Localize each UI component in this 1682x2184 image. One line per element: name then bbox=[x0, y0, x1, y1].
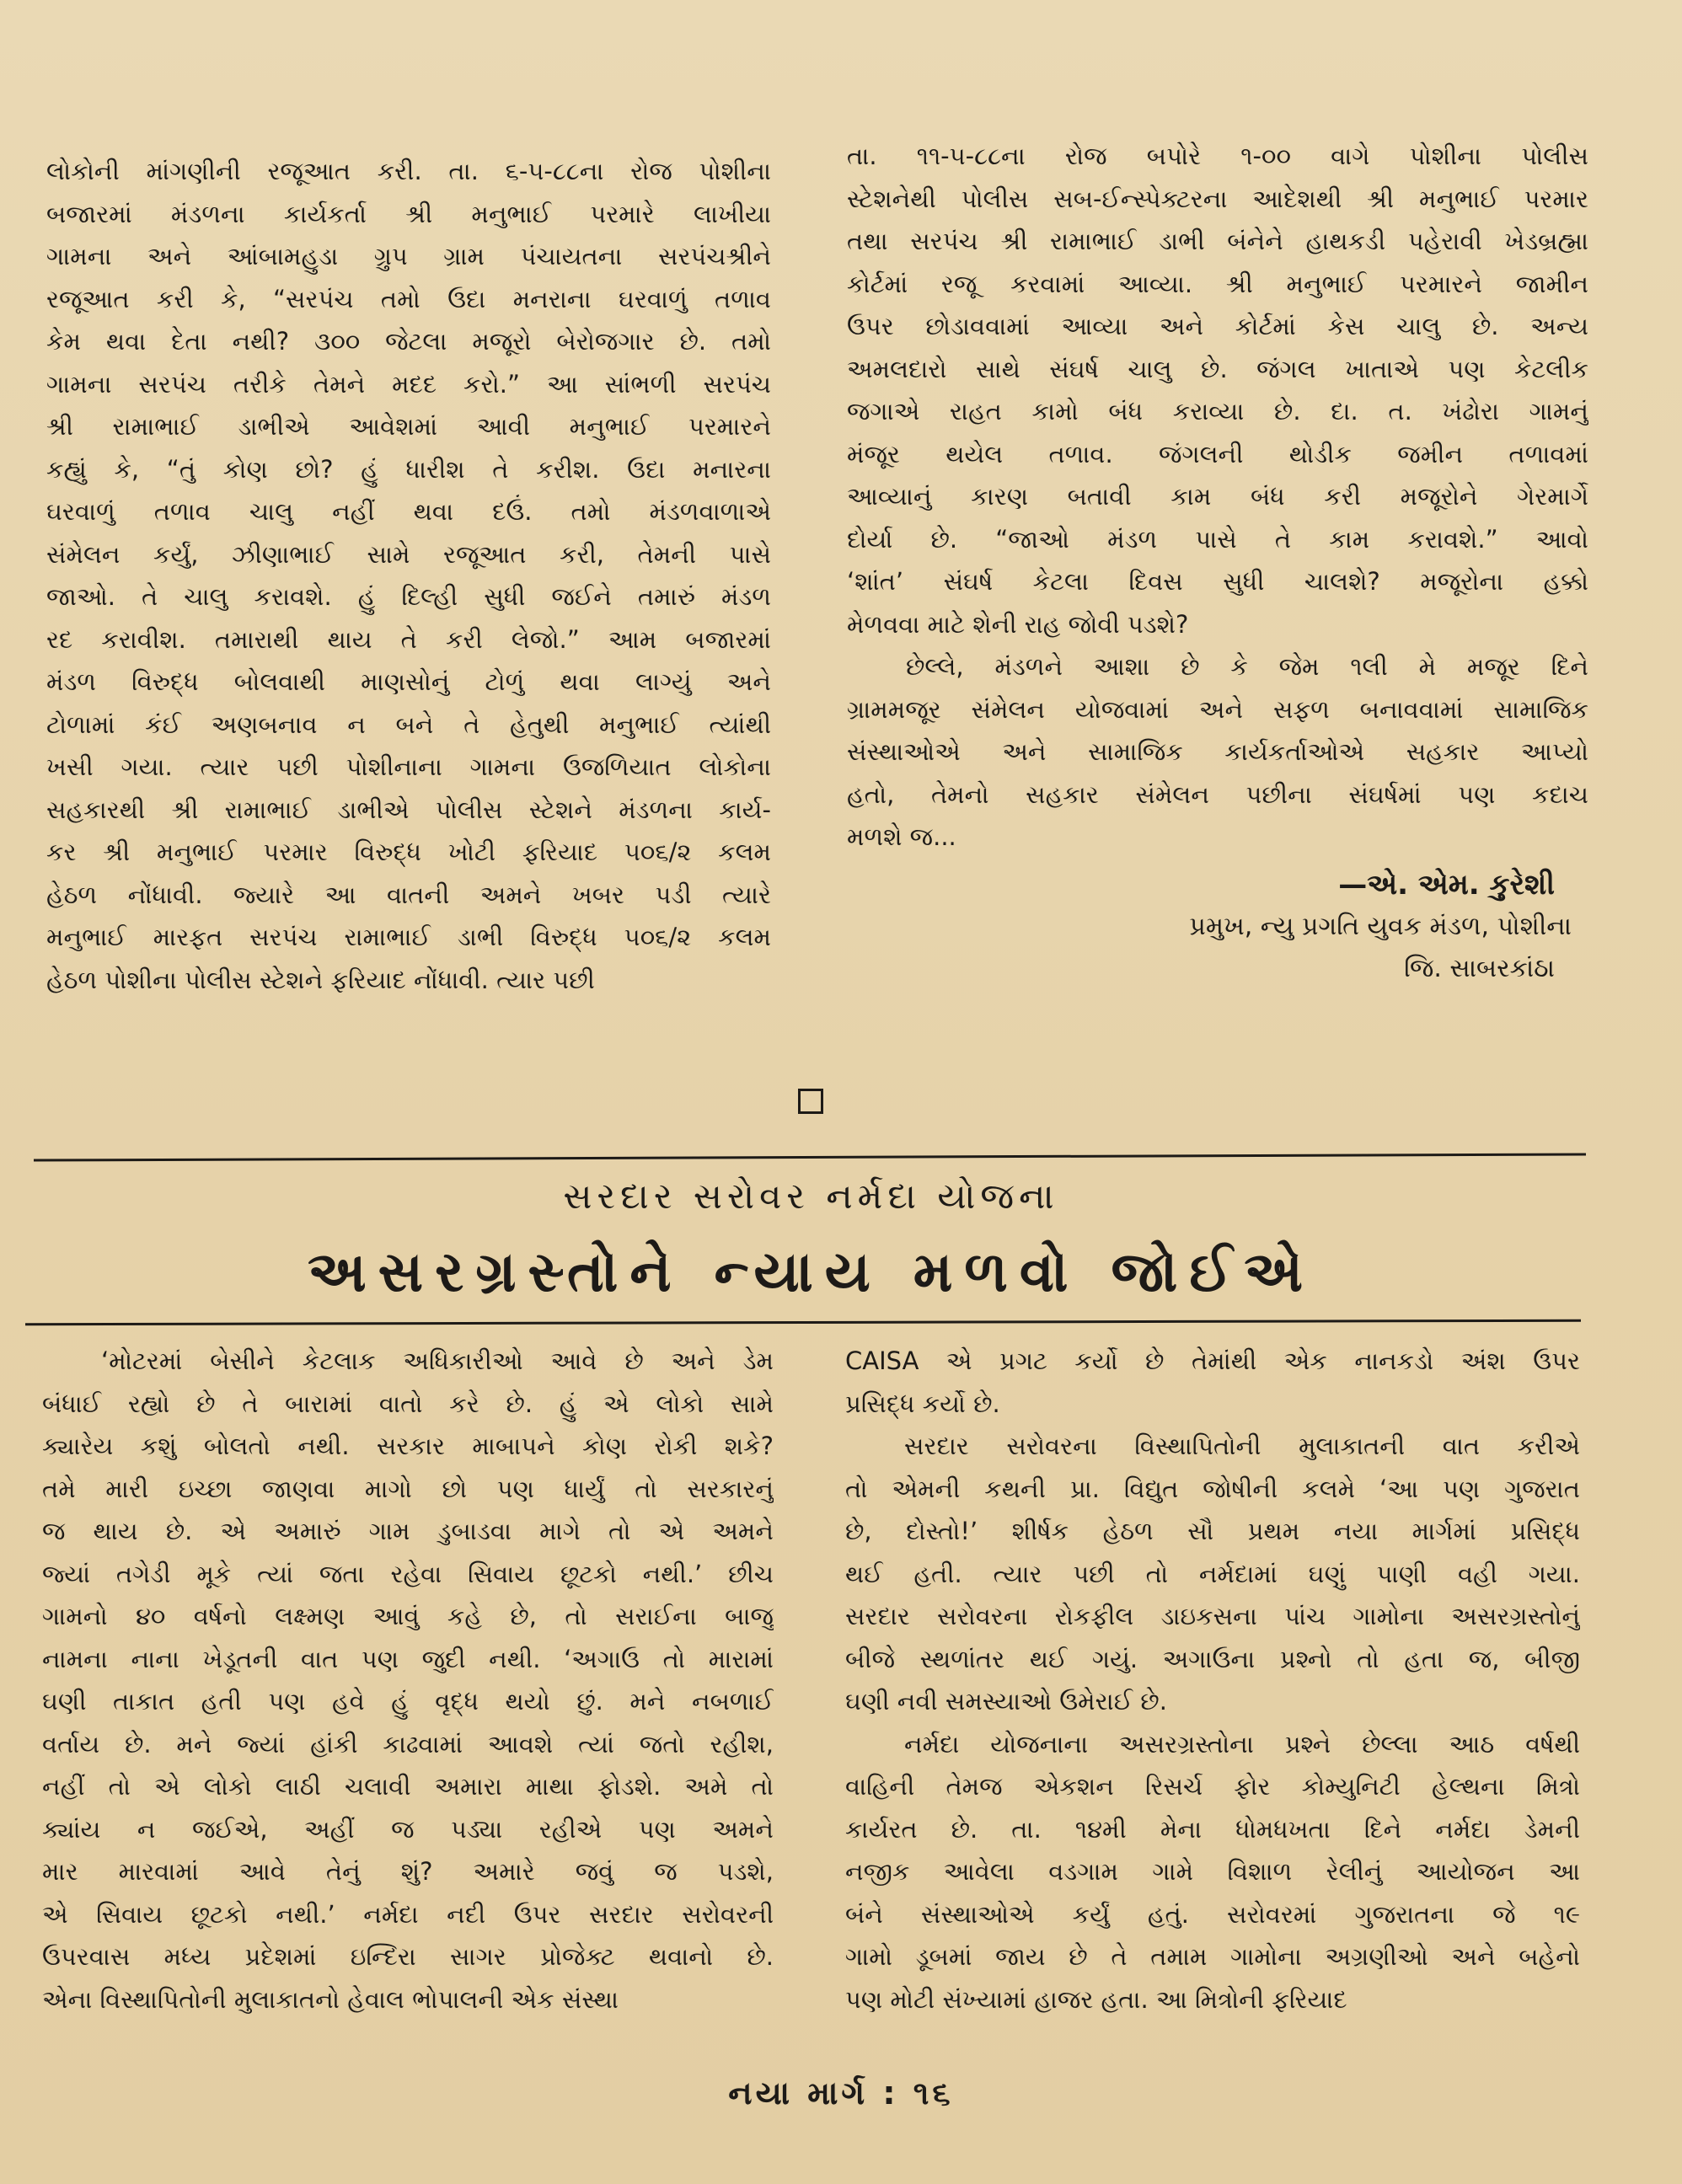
paragraph bbox=[845, 1723, 1580, 2021]
text-line: બીજે સ્થળાંતર થઈ ગયું. અગાઉના પ્રશ્નો તો હતા જ, બીજી bbox=[845, 1644, 1580, 1673]
text-line: મંડળ વિરુદ્ધ બોલવાથી માણસોનું ટોળું થવા લાગ્યું અને bbox=[46, 667, 771, 696]
text-line: પ્રસિદ્ધ કર્યો છે. bbox=[845, 1389, 1000, 1418]
text-line: નહીં તો એ લોકો લાઠી ચલાવી અમારા માથા ફોડશે. અમે તો bbox=[42, 1772, 774, 1801]
text-line: જગાએ રાહત કામો બંધ કરાવ્યા છે. દા. ત. ખંઢોરા ગામનું bbox=[847, 397, 1588, 426]
text-line: નજીક આવેલા વડગામ ગામે વિશાળ રેલીનું આયોજન આ bbox=[845, 1857, 1580, 1886]
paragraph bbox=[845, 1340, 1580, 1425]
text-line: મનુભાઈ મારફત સરપંચ રામાભાઈ ડાભી વિરુદ્ધ ૫૦૬/૨ કલમ bbox=[46, 923, 771, 951]
text-line: આવ્યાનું કારણ બતાવી કામ બંધ કરી મજૂરોને ગેરમાર્ગે bbox=[847, 482, 1588, 511]
headline-top-rule bbox=[34, 1153, 1586, 1161]
text-line: CAISA એ પ્રગટ કર્યો છે તેમાંથી એક નાનકડો અંશ ઉપર bbox=[845, 1346, 1580, 1375]
text-line: જ થાય છે. એ અમારું ગામ ડુબાડવા માગે તો એ અમને bbox=[42, 1517, 774, 1545]
text-line: માર મારવામાં આવે તેનું શું? અમારે જવું જ પડશે, bbox=[42, 1857, 774, 1886]
text-line: ઘરવાળું તળાવ ચાલુ નહીં થવા દઉં. તમો મંડળવાળાએ bbox=[46, 497, 771, 526]
author-title: પ્રમુખ, ન્યુ પ્રગતિ યુવક મંડળ, પોશીના bbox=[1189, 911, 1572, 941]
text-line: ઉપરવાસ મધ્ય પ્રદેશમાં ઇન્દિરા સાગર પ્રોજેક્ટ થવાનો છે. bbox=[42, 1942, 774, 1971]
text-line: ઉપર છોડાવવામાં આવ્યા અને કોર્ટમાં કેસ ચાલુ છે. અન્ય bbox=[847, 312, 1588, 340]
text-line: ખસી ગયા. ત્યાર પછી પોશીનાના ગામના ઉજળિયાત લોકોના bbox=[46, 752, 771, 781]
text-line: ગામના સરપંચ તરીકે તેમને મદદ કરો.” આ સાંભળી સરપંચ bbox=[46, 369, 771, 399]
text-line: જ્યાં તગેડી મૂકે ત્યાં જતા રહેવા સિવાય છૂટકો નથી.’ છીચ bbox=[42, 1559, 774, 1588]
text-line: સ્ટેશનેથી પોલીસ સબ-ઈન્સ્પેક્ટરના આદેશથી શ્રી મનુભાઈ પરમાર bbox=[847, 184, 1588, 213]
text-line: એ સિવાય છૂટકો નથી.’ નર્મદા નદી ઉપર સરદાર સરોવરની bbox=[42, 1899, 774, 1929]
page-footer: નયા માર્ગ : ૧૬ bbox=[728, 2074, 954, 2112]
text-line: કાર્યરત છે. તા. ૧૪મી મેના ધોમધખતા દિને નર્મદા ડેમની bbox=[845, 1814, 1580, 1844]
text-line: સંસ્થાઓએ અને સામાજિક કાર્યકર્તાઓએ સહકાર આપ્યો bbox=[847, 737, 1588, 766]
text-line: રદ કરાવીશ. તમારાથી થાય તે કરી લેજો.” આમ બજારમાં bbox=[46, 624, 771, 654]
text-line: ટોળામાં કંઈ અણબનાવ ન બને તે હેતુથી મનુભાઈ ત્યાંથી bbox=[46, 709, 771, 739]
paragraph bbox=[845, 1425, 1580, 1723]
text-line: નામના નાના ખેડૂતની વાત પણ જુદી નથી. ‘અગાઉ તો મારામાં bbox=[42, 1644, 774, 1673]
text-line: ગામનો ૪૦ વર્ષનો લક્ષ્મણ આવું કહે છે, તો સરાઈના બાજુ bbox=[42, 1602, 774, 1630]
text-line: ‘મોટરમાં બેસીને કેટલાક અધિકારીઓ આવે છે અને ડેમ bbox=[101, 1346, 774, 1375]
text-line: જાઓ. તે ચાલુ કરાવશે. હું દિલ્હી સુધી જઈને તમારું મંડળ bbox=[46, 582, 771, 611]
end-of-article-square bbox=[798, 1089, 823, 1114]
text-line: અમલદારો સાથે સંઘર્ષ ચાલુ છે. જંગલ ખાતાએ પણ કેટલીક bbox=[847, 354, 1588, 383]
text-line: મંજૂર થયેલ તળાવ. જંગલની થોડીક જમીન તળાવમાં bbox=[847, 439, 1588, 468]
article-headline: અસરગ્રસ્તોને ન્યાય મળવો જોઈએ bbox=[308, 1239, 1315, 1304]
signature-block bbox=[847, 864, 1588, 990]
text-line: થઈ હતી. ત્યાર પછી તો નર્મદામાં ઘણું પાણી વહી ગયા. bbox=[845, 1559, 1580, 1588]
text-line: સહકારથી શ્રી રામાભાઈ ડાભીએ પોલીસ સ્ટેશને મંડળના કાર્ય- bbox=[46, 795, 771, 824]
text-line: તો એમની કથની પ્રા. વિદ્યુત જોષીની કલમે ‘આ પણ ગુજરાત bbox=[845, 1474, 1580, 1503]
text-line: ‘શાંત’ સંઘર્ષ કેટલા દિવસ સુધી ચાલશે? મજૂરોના હક્કો bbox=[847, 567, 1588, 596]
text-line: કોર્ટમાં રજૂ કરવામાં આવ્યા. શ્રી મનુભાઈ પરમારને જામીન bbox=[847, 269, 1588, 298]
text-line: સંમેલન કર્યું, ઝીણાભાઈ સામે રજૂઆત કરી, તેમની પાસે bbox=[46, 539, 771, 569]
text-line: બંધાઈ રહ્યો છે તે બારામાં વાતો કરે છે. હું એ લોકો સામે bbox=[42, 1389, 774, 1418]
article-kicker: સરદાર સરોવર નર્મદા યોજના bbox=[563, 1175, 1059, 1217]
text-line: તા. ૧૧-૫-૮૮ના રોજ બપોરે ૧-૦૦ વાગે પોશીના પોલીસ bbox=[847, 142, 1588, 170]
text-line: રજૂઆત કરી કે, “સરપંચ તમો ઉદા મનરાના ઘરવાળું તળાવ bbox=[46, 284, 771, 313]
text-line: કહ્યું કે, “તું કોણ છો? હું ધારીશ તે કરીશ. ઉદા મનારના bbox=[46, 454, 771, 484]
text-line: હેઠળ પોશીના પોલીસ સ્ટેશને ફરિયાદ નોંધાવી. ત્યાર પછી bbox=[46, 965, 595, 994]
text-line: એના વિસ્થાપિતોની મુલાકાતનો હેવાલ ભોપાલની એક સંસ્થા bbox=[42, 1984, 619, 2014]
text-line: કેમ થવા દેતા નથી? ૩૦૦ જેટલા મજૂરો બેરોજગાર છે. તમો bbox=[46, 327, 771, 356]
text-line: બજારમાં મંડળના કાર્યકર્તા શ્રી મનુભાઈ પરમારે લાખીયા bbox=[46, 199, 771, 228]
text-line: સરદાર સરોવરના રોકફીલ ડાઇકસના પાંચ ગામોના અસરગ્રસ્તોનું bbox=[845, 1602, 1580, 1630]
text-line: ઘણી તાકાત હતી પણ હવે હું વૃદ્ધ થયો છું. મને નબળાઈ bbox=[42, 1687, 774, 1716]
article-right-column bbox=[845, 1340, 1580, 2021]
paragraph bbox=[847, 135, 1588, 645]
text-line: સરદાર સરોવરના વિસ્થાપિતોની મુલાકાતની વાત કરીએ bbox=[904, 1432, 1580, 1460]
text-line: વર્તાય છે. મને જ્યાં હાંકી કાઢવામાં આવશે ત્યાં જતો રહીશ, bbox=[42, 1729, 774, 1758]
author-district: જિ. સાબરકાંઠા bbox=[1404, 953, 1555, 983]
text-line: પણ મોટી સંખ્યામાં હાજર હતા. આ મિત્રોની ફરિયાદ bbox=[845, 1984, 1347, 2014]
text-line: વાહિની તેમજ એકશન રિસર્ચ ફોર કોમ્યુનિટી હેલ્થના મિત્રો bbox=[845, 1772, 1580, 1801]
text-line: દોર્યા છે. “જાઓ મંડળ પાસે તે કામ કરાવશે.” આવો bbox=[847, 524, 1588, 554]
article-left-column bbox=[42, 1340, 774, 2021]
continued-article-right-column bbox=[847, 135, 1588, 990]
text-line: છે, દોસ્તો!’ શીર્ષક હેઠળ સૌ પ્રથમ નયા માર્ગમાં પ્રસિદ્ધ bbox=[845, 1517, 1580, 1545]
text-line: હતો, તેમનો સહકાર સંમેલન પછીના સંઘર્ષમાં પણ કદાચ bbox=[847, 779, 1588, 809]
text-line: કર શ્રી મનુભાઈ પરમાર વિરુદ્ધ ખોટી ફરિયાદ ૫૦૬/૨ કલમ bbox=[46, 838, 771, 866]
text-line: નર્મદા યોજનાના અસરગ્રસ્તોના પ્રશ્ને છેલ્લા આઠ વર્ષથી bbox=[904, 1729, 1580, 1758]
text-line: તમે મારી ઇચ્છા જાણવા માગો છો પણ ધાર્યું તો સરકારનું bbox=[42, 1474, 774, 1503]
text-line: શ્રી રામાભાઈ ડાભીએ આવેશમાં આવી મનુભાઈ પરમારને bbox=[46, 412, 771, 441]
text-line: ક્યાંય ન જઈએ, અહીં જ પડ્યા રહીએ પણ અમને bbox=[42, 1814, 774, 1844]
text-line: બંને સંસ્થાઓએ કર્યું હતું. સરોવરમાં ગુજરાતના જે ૧૯ bbox=[845, 1899, 1580, 1929]
text-line: હેઠળ નોંધાવી. જ્યારે આ વાતની અમને ખબર પડી ત્યારે bbox=[46, 880, 771, 909]
text-line: ગામો ડૂબમાં જાય છે તે તમામ ગામોના અગ્રણીઓ અને બહેનો bbox=[845, 1942, 1580, 1971]
paragraph bbox=[847, 645, 1588, 859]
text-line: છેલ્લે, મંડળને આશા છે કે જેમ ૧લી મે મજૂર દિને bbox=[906, 652, 1588, 681]
text-line: મળશે જ... bbox=[847, 822, 956, 851]
text-line: ઘણી નવી સમસ્યાઓ ઉમેરાઈ છે. bbox=[845, 1687, 1167, 1716]
text-line: લોકોની માંગણીની રજૂઆત કરી. તા. ૬-૫-૮૮ના રોજ પોશીના bbox=[46, 157, 771, 185]
headline-bottom-rule bbox=[25, 1320, 1581, 1326]
author-name: —એ. એમ. કુરેશી bbox=[1338, 867, 1555, 902]
text-line: ગામના અને આંબામહુડા ગ્રુપ ગ્રામ પંચાયતના સરપંચશ્રીને bbox=[46, 242, 771, 270]
text-line: ક્યારેય કશું બોલતો નથી. સરકાર માબાપને કોણ રોકી શકે? bbox=[42, 1432, 774, 1460]
continued-article-left-column bbox=[46, 150, 771, 1001]
text-line: મેળવવા માટે શેની રાહ જોવી પડશે? bbox=[847, 609, 1189, 639]
text-line: તથા સરપંચ શ્રી રામાભાઈ ડાભી બંનેને હાથકડી પહેરાવી ખેડબ્રહ્મા bbox=[847, 227, 1588, 255]
text-line: ગ્રામમજૂર સંમેલન યોજવામાં અને સફળ બનાવવામાં સામાજિક bbox=[847, 694, 1588, 724]
